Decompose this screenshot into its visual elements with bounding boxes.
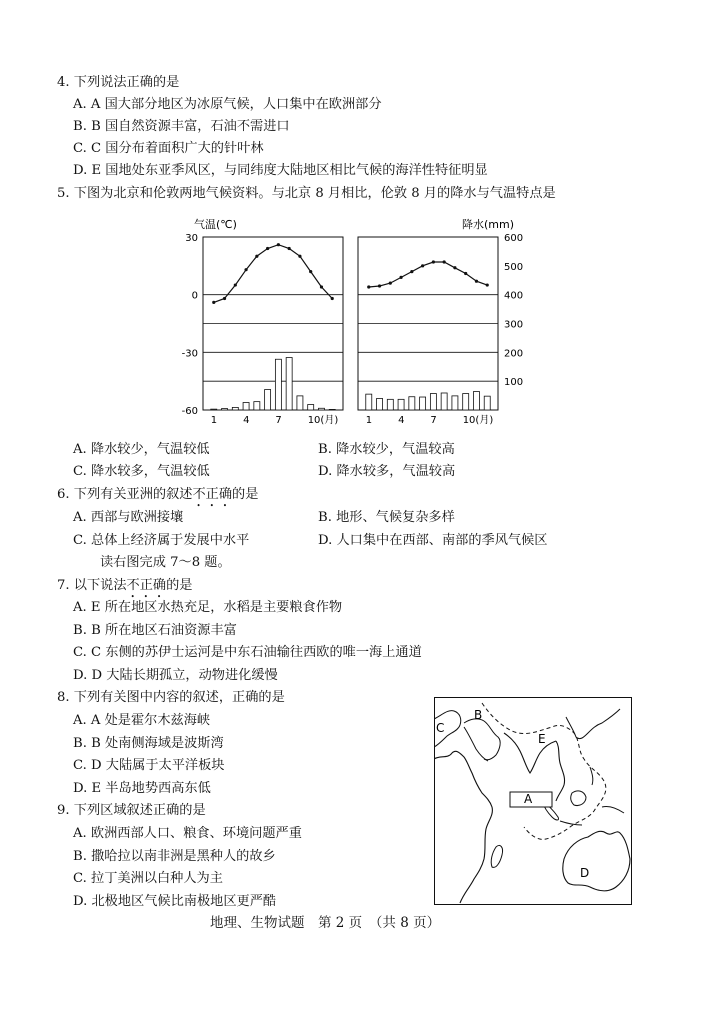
bj-temp-point	[266, 247, 269, 250]
map-label-a: A	[524, 792, 533, 806]
q5-option-d: D. 降水较多，气温较高	[318, 464, 456, 479]
q4-option-d: D. E 国地处东亚季风区，与同纬度大陆地区相比气候的海洋性特征明显	[73, 163, 488, 178]
bj-precip-bar	[222, 409, 228, 410]
q5-stem: 5. 下图为北京和伦敦两地气候资料。与北京 8 月相比，伦敦 8 月的降水与气温特点是	[57, 186, 556, 201]
q9-option-b: B. 撒哈拉以南非洲是黑种人的故乡	[73, 849, 276, 864]
ld-ytick-label: 600	[504, 233, 524, 244]
ld-temp-point	[443, 260, 446, 263]
bj-temp-point	[277, 243, 280, 246]
region-map	[434, 697, 632, 905]
ld-temp-point	[399, 276, 402, 279]
ld-temp-point	[389, 282, 392, 285]
q7-stem-after: 的是	[166, 578, 193, 593]
ld-ytick-label: 400	[504, 290, 524, 302]
q4-option-b: B. B 国自然资源丰富，石油不需进口	[73, 119, 290, 134]
q8-option-a: A. A 处是霍尔木兹海峡	[73, 713, 211, 728]
ld-temp-point	[486, 283, 489, 286]
bj-precip-bar	[275, 359, 281, 410]
london-ylabel: 降水(mm)	[462, 218, 515, 231]
bj-ytick-label: -30	[181, 348, 198, 360]
ld-precip-bar	[377, 398, 383, 410]
bj-ytick-label: 30	[185, 233, 198, 244]
bj-temp-point	[331, 297, 334, 300]
q7-option-b: B. B 所在地区石油资源丰富	[73, 623, 237, 638]
bj-temp-point	[255, 255, 258, 258]
ld-xtick-label: 7	[430, 415, 437, 426]
map-label-e: E	[538, 732, 546, 746]
bj-precip-bar	[308, 405, 314, 410]
beijing-ylabel: 气温(℃)	[194, 218, 237, 231]
q5-option-c: C. 降水较多，气温较低	[73, 464, 210, 479]
ld-temp-point	[410, 270, 413, 273]
bj-xtick-label: 10(月)	[307, 415, 339, 426]
q4-option-a: A. A 国大部分地区为冰原气候，人口集中在欧洲部分	[73, 97, 382, 112]
bj-precip-bar	[243, 403, 249, 410]
q6-option-c: C. 总体上经济属于发展中水平	[73, 533, 250, 548]
q8-option-d: D. E 半岛地势西高东低	[73, 781, 211, 796]
bj-temp-point	[320, 285, 323, 288]
ld-ytick-label: 200	[504, 348, 524, 360]
bj-temp-point	[244, 268, 247, 271]
q7-stem-emphasis: 不正确	[126, 578, 167, 593]
ld-precip-bar	[420, 397, 426, 410]
q8-stem: 8. 下列有关图中内容的叙述，正确的是	[57, 690, 285, 705]
ld-temp-point	[378, 284, 381, 287]
bj-xtick-label: 4	[243, 415, 250, 426]
climate-charts	[170, 210, 530, 430]
q6-option-d: D. 人口集中在西部、南部的季风气候区	[318, 533, 548, 548]
q4-option-c: C. C 国分布着面积广大的针叶林	[73, 141, 264, 156]
bj-precip-bar	[329, 409, 335, 410]
q6-option-a: A. 西部与欧洲接壤	[73, 510, 184, 525]
ld-xtick-label: 1	[365, 415, 373, 426]
ld-temp-point	[367, 285, 370, 288]
q5-option-a: A. 降水较少，气温较低	[73, 442, 210, 457]
ld-temp-point	[464, 272, 467, 275]
q4-stem: 4. 下列说法正确的是	[57, 75, 180, 90]
bj-ytick-label: -60	[181, 406, 198, 417]
q7-stem	[57, 578, 192, 601]
ld-temp-point	[475, 280, 478, 283]
ld-precip-bar	[441, 393, 447, 410]
q8-option-b: B. B 处南侧海域是波斯湾	[73, 736, 224, 751]
bj-xtick-label: 1	[210, 415, 218, 426]
london-chart	[358, 217, 523, 426]
ld-precip-bar	[463, 394, 469, 410]
ld-precip-bar	[409, 397, 415, 410]
map-label-c: C	[436, 721, 445, 735]
map-label-d: D	[580, 866, 590, 880]
q7-option-a: A. E 所在地区水热充足，水稻是主要粮食作物	[73, 600, 343, 615]
bj-temp-point	[309, 270, 312, 273]
ld-xtick-label: 4	[398, 415, 405, 426]
bj-precip-bar	[232, 407, 238, 410]
bj-temp-line	[214, 245, 332, 303]
bj-precip-bar	[254, 402, 260, 410]
ld-precip-bar	[387, 399, 393, 410]
map-label-b: B	[474, 708, 483, 722]
ld-temp-point	[421, 264, 424, 267]
bj-precip-bar	[265, 390, 271, 410]
bj-precip-bar	[211, 409, 217, 410]
q9-option-a: A. 欧洲西部人口、粮食、环境问题严重	[73, 826, 302, 841]
q7-option-d: D. D 大陆长期孤立，动物进化缓慢	[73, 668, 278, 683]
ld-xtick-label: 10(月)	[462, 415, 494, 426]
ld-temp-line	[369, 262, 487, 287]
ld-precip-bar	[430, 394, 436, 410]
instruction-7-8: 读右图完成 7～8 题。	[100, 555, 231, 570]
bj-precip-bar	[286, 358, 292, 410]
bj-xtick-label: 7	[275, 415, 282, 426]
ld-precip-bar	[366, 394, 372, 410]
q8-option-c: C. D 大陆属于太平洋板块	[73, 758, 225, 773]
q7-stem-before: 7. 以下说法	[57, 578, 127, 593]
bj-temp-point	[212, 301, 215, 304]
ld-ytick-label: 500	[504, 261, 524, 273]
q9-option-c: C. 拉丁美洲以白种人为主	[73, 871, 223, 886]
ld-ytick-label: 300	[504, 319, 524, 331]
ld-precip-bar	[473, 392, 479, 410]
q6-stem	[57, 487, 258, 510]
bj-temp-point	[223, 297, 226, 300]
q9-stem: 9. 下列区域叙述正确的是	[57, 803, 206, 818]
q6-option-b: B. 地形、气候复杂多样	[318, 510, 455, 525]
bj-temp-point	[288, 247, 291, 250]
bj-precip-bar	[297, 396, 303, 410]
beijing-chart	[182, 217, 343, 426]
bj-ytick-label: 0	[191, 290, 198, 302]
bj-temp-point	[298, 255, 301, 258]
q6-stem-emphasis: 不正确	[192, 487, 233, 502]
q9-option-d: D. 北极地区气候比南极地区更严酷	[73, 894, 277, 909]
q5-option-b: B. 降水较少，气温较高	[318, 442, 455, 457]
q6-stem-after: 的是	[232, 487, 259, 502]
page-footer: 地理、生物试题 第 2 页 （共 8 页）	[210, 915, 441, 931]
q6-stem-before: 6. 下列有关亚洲的叙述	[57, 487, 193, 502]
q7-option-c: C. C 东侧的苏伊士运河是中东石油输往西欧的唯一海上通道	[73, 645, 422, 660]
ld-temp-point	[453, 266, 456, 269]
bj-temp-point	[234, 283, 237, 286]
ld-precip-bar	[398, 399, 404, 410]
ld-precip-bar	[452, 396, 458, 410]
ld-temp-point	[432, 260, 435, 263]
ld-ytick-label: 100	[504, 377, 524, 389]
bj-precip-bar	[318, 408, 324, 410]
ld-precip-bar	[484, 396, 490, 410]
